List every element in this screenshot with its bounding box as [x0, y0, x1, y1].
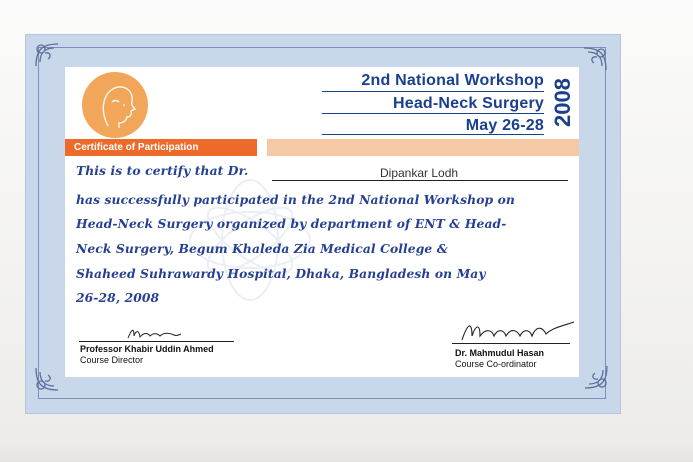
certify-text-line: 26-28, 2008 — [76, 290, 160, 305]
workshop-subject: Head-Neck Surgery — [392, 95, 544, 112]
director-signature-line — [79, 341, 234, 342]
scan-edge-shadow — [0, 440, 693, 462]
corner-ornament-icon — [32, 364, 62, 394]
certify-text-line: Shaheed Suhrawardy Hospital, Dhaka, Bangladesh on May — [76, 266, 486, 281]
workshop-dates: May 26-28 — [465, 117, 544, 134]
subject-underline — [322, 113, 544, 114]
corner-ornament-icon — [580, 44, 610, 74]
recipient-name: Dipankar Lodh — [380, 166, 459, 180]
certificate-type-banner: Certificate of Participation — [65, 139, 257, 156]
corner-ornament-icon — [581, 362, 611, 392]
certify-text-line: has successfully participated in the 2nd National Workshop on — [76, 192, 515, 207]
coordinator-signature-line — [452, 343, 570, 344]
head-profile-logo-icon — [82, 72, 148, 138]
workshop-year: 2008 — [550, 78, 575, 128]
dates-underline — [322, 134, 544, 135]
certify-prefix: This is to certify that Dr. — [76, 163, 249, 178]
certify-text-line: Neck Surgery, Begum Khaleda Zia Medical College & — [76, 241, 448, 256]
banner-notch — [257, 139, 267, 156]
director-signature-icon — [126, 324, 182, 342]
coordinator-signature-icon — [458, 318, 576, 344]
coordinator-role: Course Co-ordinator — [455, 359, 537, 369]
director-name: Professor Khabir Uddin Ahmed — [80, 344, 214, 354]
corner-ornament-icon — [32, 40, 62, 70]
coordinator-name: Dr. Mahmudul Hasan — [455, 348, 545, 358]
director-role: Course Director — [80, 355, 144, 365]
workshop-title: 2nd National Workshop — [361, 72, 544, 89]
title-underline — [322, 91, 544, 92]
certify-text-line: Head-Neck Surgery organized by department of ENT & Head- — [76, 216, 507, 231]
recipient-underline — [272, 180, 568, 181]
